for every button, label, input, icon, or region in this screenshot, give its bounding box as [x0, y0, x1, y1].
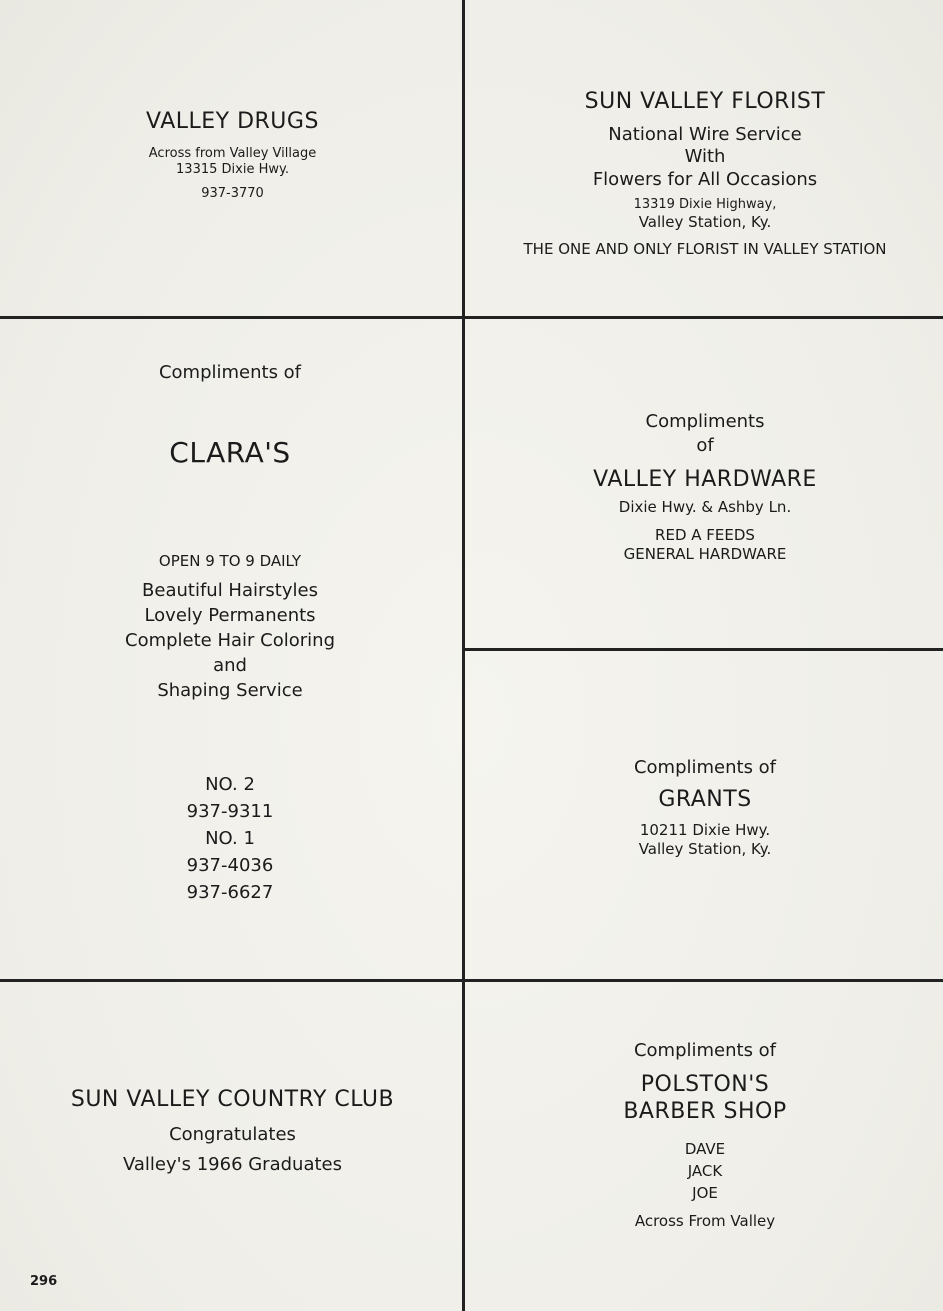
- ad-title: GRANTS: [658, 786, 752, 812]
- ad-address: 13319 Dixie Highway,: [633, 197, 777, 212]
- ad-compliments: [470, 410, 940, 458]
- vertical-divider: [462, 0, 465, 1311]
- service-item: Beautiful Hairstyles: [142, 580, 318, 602]
- ad-claras: [40, 362, 420, 906]
- ad-phone: 937-9311: [186, 801, 274, 823]
- ad-sun-valley-florist: [470, 88, 940, 259]
- horizontal-divider-bottom: [0, 979, 943, 982]
- horizontal-divider-right-middle: [465, 648, 943, 651]
- ad-title: SUN VALLEY FLORIST: [584, 89, 826, 114]
- location-label: NO. 1: [205, 828, 255, 850]
- ad-phone: 937-3770: [201, 186, 264, 201]
- horizontal-divider-top: [0, 316, 943, 319]
- ad-compliments: Compliments of: [633, 1040, 777, 1061]
- ad-polstons-barber-shop: [470, 1040, 940, 1230]
- barber-name: JOE: [692, 1183, 718, 1202]
- ad-line: GENERAL HARDWARE: [623, 545, 787, 563]
- ad-line: National Wire Service: [608, 123, 802, 145]
- ad-title: POLSTON'S: [640, 1071, 770, 1097]
- ad-valley-drugs: [60, 108, 405, 202]
- ad-compliments: Compliments of: [633, 757, 777, 778]
- ad-line: Across from Valley Village: [148, 145, 317, 161]
- ad-address: Dixie Hwy. & Ashby Ln.: [618, 497, 792, 516]
- ad-services: [40, 578, 420, 703]
- service-item: Complete Hair Coloring: [125, 630, 335, 652]
- ad-line: Flowers for All Occasions: [592, 168, 818, 190]
- ad-address: Valley Station, Ky.: [638, 839, 772, 858]
- ad-address: 13315 Dixie Hwy.: [176, 161, 289, 177]
- ad-title: SUN VALLEY COUNTRY CLUB: [70, 1087, 395, 1112]
- ad-title: VALLEY HARDWARE: [593, 467, 817, 492]
- ad-valley-hardware: [470, 410, 940, 564]
- ad-address: 10211 Dixie Hwy.: [639, 821, 771, 839]
- ad-line: With: [684, 146, 726, 167]
- barber-names: [470, 1138, 940, 1204]
- ad-phone: 937-6627: [186, 882, 274, 904]
- ad-line: Valley's 1966 Graduates: [122, 1154, 342, 1175]
- compliments-line: of: [696, 435, 714, 456]
- barber-name: JACK: [687, 1161, 723, 1180]
- ad-compliments: Compliments of: [158, 362, 302, 383]
- service-item: and: [213, 655, 247, 677]
- ad-line: Congratulates: [169, 1123, 296, 1145]
- ad-locations: [40, 771, 420, 906]
- location-label: NO. 2: [205, 774, 255, 796]
- service-item: Shaping Service: [157, 680, 303, 702]
- ad-grants: [470, 757, 940, 859]
- ad-title: CLARA'S: [169, 435, 291, 469]
- ad-phone: 937-4036: [186, 855, 274, 877]
- ad-sun-valley-country-club: [20, 1086, 445, 1177]
- barber-name: DAVE: [684, 1139, 726, 1158]
- ad-hours: OPEN 9 TO 9 DAILY: [158, 551, 302, 570]
- ad-line: RED A FEEDS: [655, 526, 755, 545]
- page-number: 296: [30, 1274, 58, 1289]
- compliments-line: Compliments: [645, 411, 765, 432]
- ad-title: BARBER SHOP: [623, 1099, 787, 1124]
- ad-slogan: THE ONE AND ONLY FLORIST IN VALLEY STATION: [523, 240, 887, 258]
- ad-tagline: Across From Valley: [634, 1211, 776, 1230]
- ad-address: Valley Station, Ky.: [638, 213, 772, 232]
- ad-title: VALLEY DRUGS: [146, 109, 319, 134]
- service-item: Lovely Permanents: [144, 605, 316, 627]
